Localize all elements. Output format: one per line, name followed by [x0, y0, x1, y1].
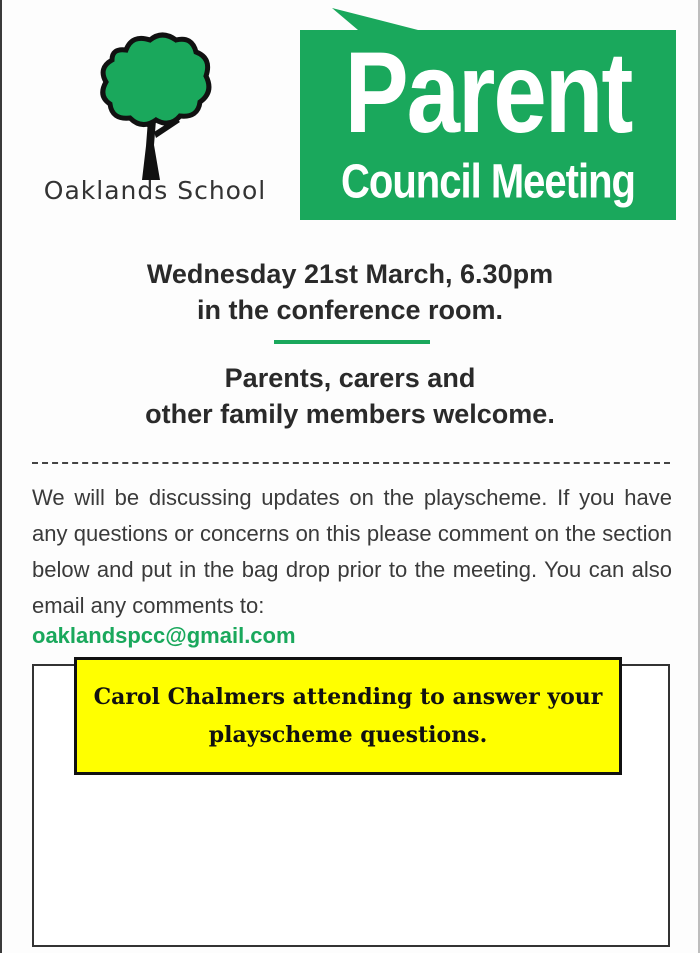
oak-tree-icon — [96, 30, 214, 180]
event-details — [0, 256, 700, 328]
school-logo — [30, 30, 280, 220]
audience-welcome — [0, 360, 700, 432]
divider — [274, 340, 430, 344]
banner-title: Parent — [344, 28, 632, 158]
event-date-time: Wednesday 21st March, 6.30pm — [146, 259, 554, 289]
banner-subtitle: Council Meeting — [341, 155, 635, 209]
audience-line-2: other family members welcome. — [145, 399, 555, 429]
body-paragraph: We will be discussing updates on the playscheme. If you have any questions or concerns on this please comment on the section below and put in the bag drop prior to the meeting. You can also email any comments to: — [32, 485, 672, 618]
audience-line-1: Parents, carers and — [224, 363, 476, 393]
school-name: Oaklands School — [43, 176, 267, 205]
contact-email: oaklandspcc@gmail.com — [32, 623, 296, 648]
meeting-banner — [300, 8, 676, 220]
page-edge-left — [0, 0, 2, 953]
notice-box — [74, 657, 622, 775]
cut-line — [32, 462, 670, 464]
notice-line-1: Carol Chalmers attending to answer your — [93, 684, 603, 710]
notice-line-2: playscheme questions. — [208, 722, 488, 748]
event-location: in the conference room. — [196, 295, 504, 325]
